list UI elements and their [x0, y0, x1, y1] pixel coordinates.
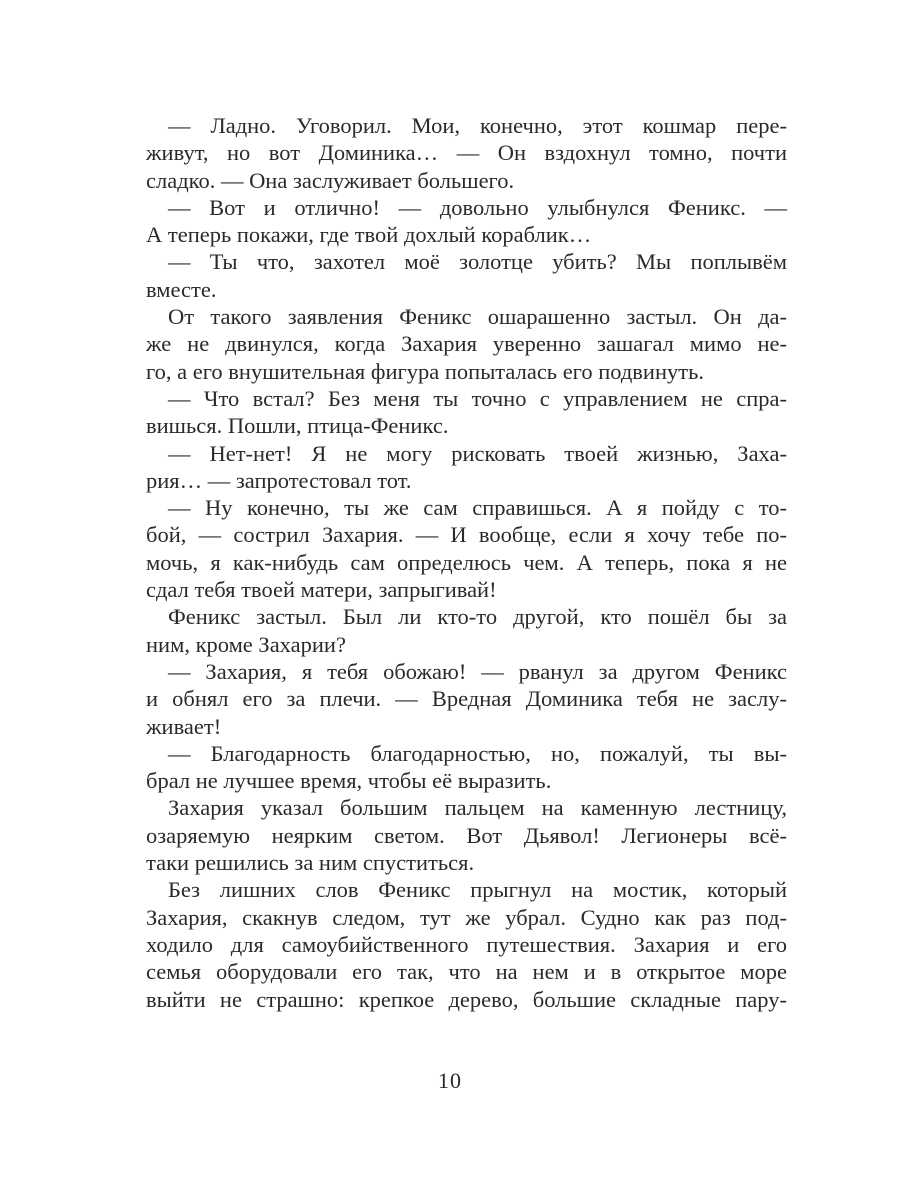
paragraph [146, 385, 787, 440]
text-line: ходило для самоубийственного путешествия. Захария и его [146, 931, 787, 957]
paragraph [146, 303, 787, 385]
text-line: озаряемую неярким светом. Вот Дьявол! Легионеры всё- [146, 822, 787, 848]
text-line: брал не лучшее время, чтобы её выразить. [146, 768, 552, 794]
text-line: ним, кроме Захарии? [146, 631, 346, 657]
paragraph [146, 440, 787, 495]
page-number: 10 [438, 1068, 462, 1093]
text-line: — Нет-нет! Я не могу рисковать твоей жизнью, Заха- [168, 440, 787, 466]
paragraph [146, 876, 787, 1012]
text-line: сладко. — Она заслуживает большего. [146, 167, 515, 193]
text-line: — Захария, я тебя обожаю! — рванул за другом Феникс [168, 658, 787, 684]
body-text [146, 112, 787, 1013]
text-line: выйти не страшно: крепкое дерево, большие складные пару- [146, 986, 787, 1012]
text-line: таки решились за ним спуститься. [146, 850, 475, 876]
text-line: А теперь покажи, где твой дохлый кораблик… [146, 222, 592, 248]
paragraph [146, 248, 787, 303]
paragraph [146, 794, 787, 876]
paragraph [146, 494, 787, 603]
text-line: Захария указал большим пальцем на каменную лестницу, [168, 795, 787, 821]
text-line: — Ладно. Уговорил. Мои, конечно, этот кошмар пере- [168, 113, 787, 138]
text-line: го, а его внушительная фигура попыталась его подвинуть. [146, 358, 704, 384]
text-line: сдал тебя твоей матери, запрыгивай! [146, 577, 497, 603]
paragraph [146, 194, 787, 249]
text-line: рия… — запротестовал тот. [146, 467, 412, 493]
text-line: — Ты что, захотел моё золотце убить? Мы поплывём [168, 249, 787, 275]
text-line: бой, — сострил Захария. — И вообще, если я хочу тебе по- [146, 522, 787, 548]
paragraph [146, 112, 787, 194]
text-line: живут, но вот Доминика… — Он вздохнул томно, почти [146, 140, 787, 166]
text-line: Захария, скакнув следом, тут же убрал. Судно как раз под- [146, 904, 787, 930]
text-line: — Что встал? Без меня ты точно с управлением не спра- [168, 385, 787, 411]
text-line: Без лишних слов Феникс прыгнул на мостик, который [168, 877, 787, 903]
text-line: Феникс застыл. Был ли кто-то другой, кто пошёл бы за [168, 604, 787, 630]
paragraph [146, 740, 787, 795]
paragraph [146, 603, 787, 658]
text-line: же не двинулся, когда Захария уверенно зашагал мимо не- [146, 331, 787, 357]
text-line: — Ну конечно, ты же сам справишься. А я пойду с то- [168, 495, 787, 521]
text-line: От такого заявления Феникс ошарашенно застыл. Он да- [168, 304, 787, 330]
text-line: — Благодарность благодарностью, но, пожалуй, ты вы- [168, 740, 787, 766]
text-line: вишься. Пошли, птица-Феникс. [146, 413, 449, 439]
text-line: вместе. [146, 276, 217, 302]
text-line: семья оборудовали его так, что на нем и в открытое море [146, 959, 787, 985]
text-line: и обнял его за плечи. — Вредная Доминика тебя не заслу- [146, 686, 787, 712]
text-line: — Вот и отлично! — довольно улыбнулся Феникс. — [168, 194, 787, 220]
text-line: живает! [146, 713, 222, 739]
paragraph [146, 658, 787, 740]
text-line: мочь, я как-нибудь сам определюсь чем. А теперь, пока я не [146, 549, 787, 575]
